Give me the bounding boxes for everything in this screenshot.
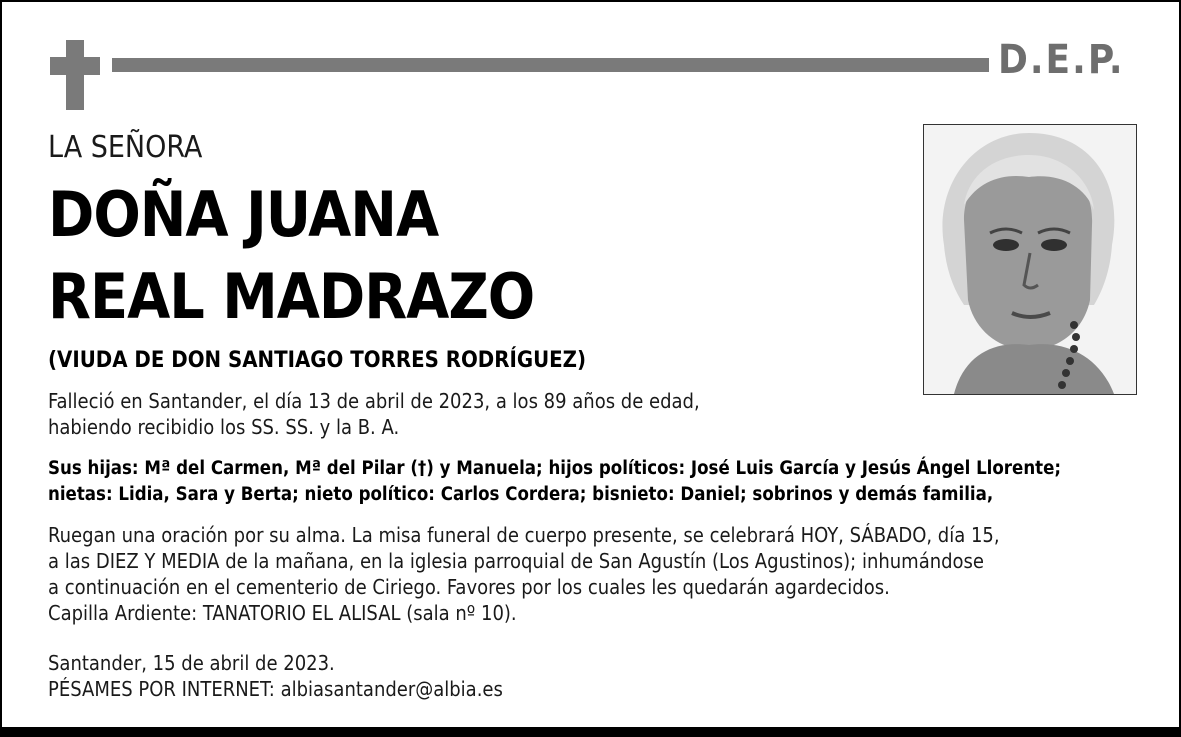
- deceased-portrait: [923, 124, 1137, 395]
- family-line: nietas: Lidia, Sara y Berta; nieto político: Carlos Cordera; bisnieto: Daniel; sobrinos y demás familia,: [48, 484, 994, 505]
- service-line: Capilla Ardiente: TANATORIO EL ALISAL (sala nº 10).: [48, 601, 517, 625]
- service-details: [48, 522, 1000, 626]
- death-line: Falleció en Santander, el día 13 de abril de 2023, a los 89 años de edad,: [48, 389, 700, 413]
- service-line: Ruegan una oración por su alma. La misa funeral de cuerpo presente, se celebrará HOY, SÁBADO, día 15,: [48, 523, 1000, 547]
- place-date: Santander, 15 de abril de 2023.: [48, 651, 335, 675]
- footer: [48, 650, 503, 702]
- cross-icon-bar: [50, 57, 100, 75]
- family-list: [48, 456, 1061, 508]
- honorific: LA SEÑORA: [48, 130, 203, 165]
- death-details: [48, 388, 700, 440]
- service-line: a continuación en el cementerio de Ciriego. Favores por los cuales les quedarán agardecidos.: [48, 575, 890, 599]
- deceased-name-line1: DOÑA JUANA: [48, 178, 439, 251]
- dep-label: D.E.P.: [998, 37, 1125, 83]
- header-rule: [112, 58, 989, 72]
- condolences-line: PÉSAMES POR INTERNET: albiasantander@albia.es: [48, 677, 503, 701]
- death-line: habiendo recibidio los SS. SS. y la B. A.: [48, 415, 400, 439]
- family-line: Sus hijas: Mª del Carmen, Mª del Pilar (†) y Manuela; hijos políticos: José Luis García y Jesús Ángel Llorente;: [48, 458, 1062, 479]
- deceased-name-line2: REAL MADRAZO: [48, 260, 535, 333]
- bottom-rule: [0, 727, 1181, 737]
- portrait-image: [924, 125, 1136, 394]
- service-line: a las DIEZ Y MEDIA de la mañana, en la iglesia parroquial de San Agustín (Los Agustinos); inhumándose: [48, 549, 985, 573]
- cross-icon: [66, 40, 84, 110]
- widow-of: (VIUDA DE DON SANTIAGO TORRES RODRÍGUEZ): [48, 348, 587, 373]
